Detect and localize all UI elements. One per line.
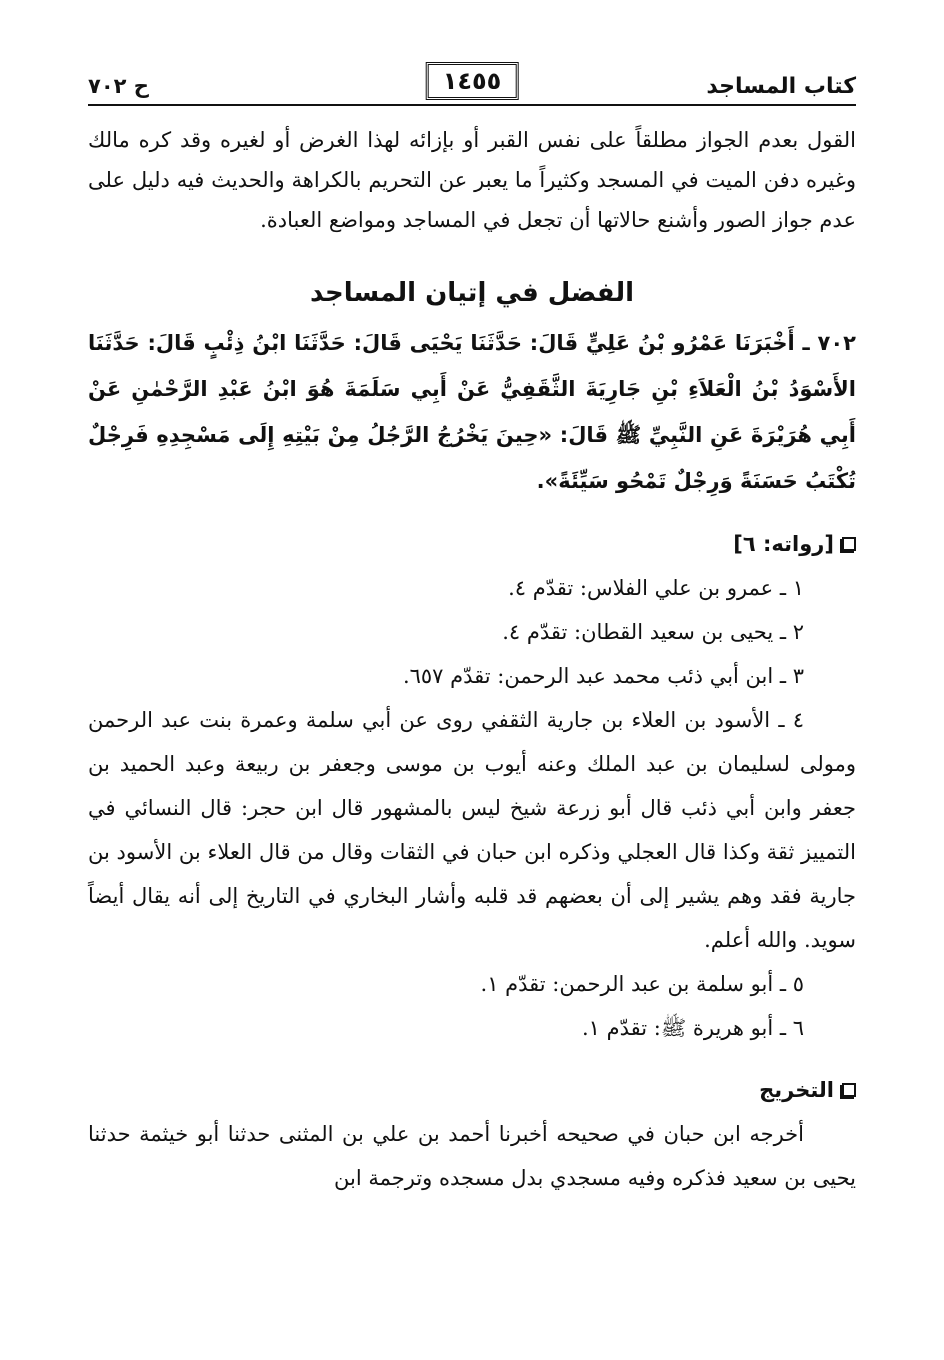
section-title: الفضل في إتيان المساجد [309, 278, 635, 308]
page-content [88, 120, 856, 1200]
narrator-item: ٣ ـ ابن أبي ذئب محمد عبد الرحمن: تقدّم ٦٥٧. [402, 664, 804, 688]
header-divider [88, 104, 856, 106]
takhrij-heading-label: التخريج [759, 1078, 834, 1102]
narrator-item: ٢ ـ يحيى بن سعيد القطان: تقدّم ٤. [502, 620, 804, 644]
narrator-item: ١ ـ عمرو بن علي الفلاس: تقدّم ٤. [508, 576, 804, 600]
page-header [88, 62, 856, 106]
narrator-item-detailed: ٤ ـ الأسود بن العلاء بن جارية الثقفي روى عن أبي سلمة وعمرة بنت عبد الرحمن ومولى لسليمان بن عبد الملك وعنه أيوب بن موسى وجعفر بن ربيعة وعبد الحميد بن جعفر وابن أبي ذئب قال أبو زرعة شيخ ليس بالمشهور قال ابن حجر: قال النسائي في التمييز ثقة وكذا قال العجلي وذكره ابن حبان في الثقات وقال من قال العلاء بن الأسود بن جارية فقد وهم يشير إلى أن بعضهم قد قلبه وأشار البخاري في التاريخ إلى أنه يقال أيضاً سويد. والله أعلم. [88, 708, 856, 952]
narrators-heading-label: [رواته: ٦] [733, 532, 834, 556]
square-bullet-icon [842, 1083, 856, 1097]
page-number: ١٤٥٥ [426, 62, 519, 100]
intro-paragraph: القول بعدم الجواز مطلقاً على نفس القبر أو بإزائه لهذا الغرض أو لغيره وقد كره مالك وغيره دفن الميت في المسجد وكثيراً ما يعبر عن التحريم بالكراهة والحديث فيه دليل على عدم جواز الصور وأشنع حالاتها أن تجعل في المساجد ومواضع العبادة. [88, 128, 856, 232]
narrator-item: ٦ ـ أبو هريرة ﷺ: تقدّم ١. [581, 1016, 804, 1040]
hadith-text: ٧٠٢ ـ أَخْبَرَنَا عَمْرُو بْنُ عَلِيٍّ قَالَ: حَدَّثَنَا يَحْيَى قَالَ: حَدَّثَنَا ابْنُ ذِئْبٍ قَالَ: حَدَّثَنَا الأَسْوَدُ بْنُ الْعَلاَءِ بْنِ جَارِيَةَ الثَّقَفِيُّ عَنْ أَبِي سَلَمَةَ هُوَ ابْنُ عَبْدِ الرَّحْمٰنِ عَنْ أَبِي هُرَيْرَةَ عَنِ النَّبِيِّ ﷺ قَالَ: «حِينَ يَخْرُجُ الرَّجُلُ مِنْ بَيْتِهِ إِلَى مَسْجِدِهِ فَرِجْلٌ تُكْتَبُ حَسَنَةً وَرِجْلٌ تَمْحُو سَيِّئَةً». [88, 331, 856, 493]
square-bullet-icon [842, 537, 856, 551]
narrator-item: ٥ ـ أبو سلمة بن عبد الرحمن: تقدّم ١. [480, 972, 804, 996]
takhrij-text: أخرجه ابن حبان في صحيحه أخبرنا أحمد بن علي بن المثنى حدثنا أبو خيثمة حدثنا يحيى بن سعيد فذكره وفيه مسجدي بدل مسجده وترجمة ابن [88, 1122, 856, 1190]
narrators-heading [88, 526, 856, 562]
hadith-reference: ح ٧٠٢ [88, 74, 149, 98]
book-title: كتاب المساجد [706, 74, 856, 99]
takhrij-heading [88, 1072, 856, 1108]
